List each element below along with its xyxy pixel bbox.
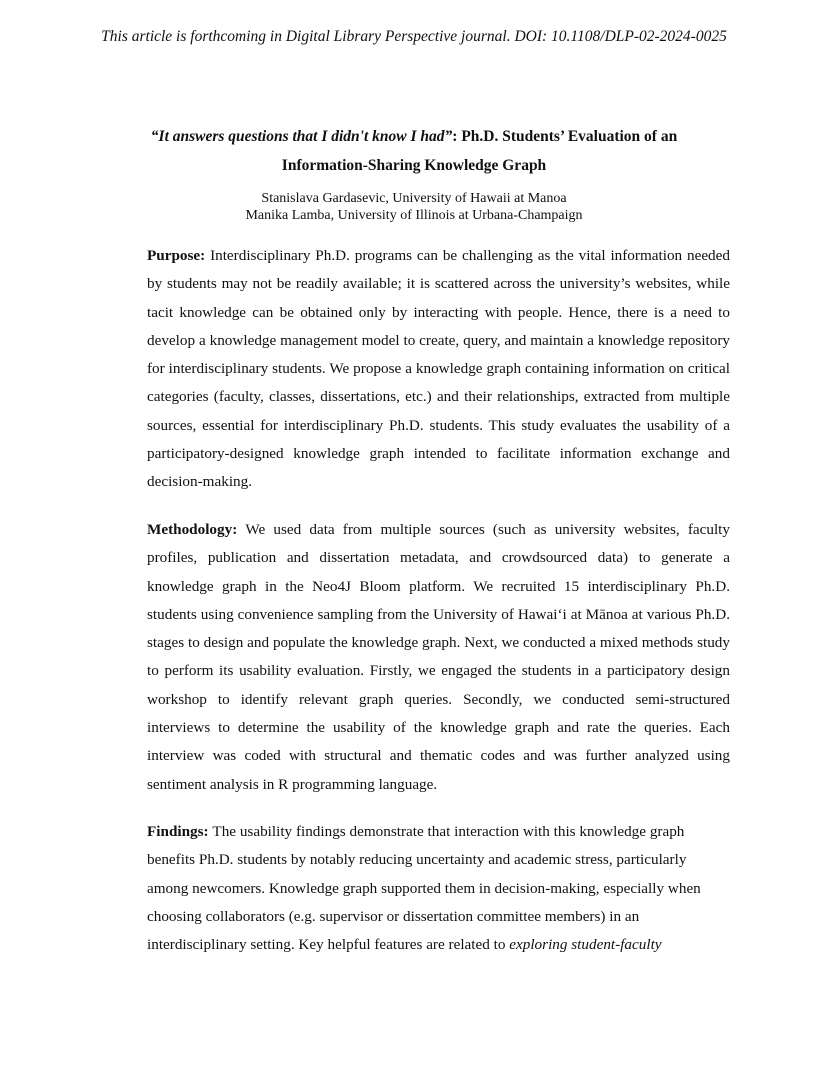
findings-section [147,818,730,959]
title-line-2: Information-Sharing Knowledge Graph [281,157,547,174]
findings-emphasis: exploring student-faculty [509,936,662,954]
title-rest: : Ph.D. Students’ Evaluation of an [452,128,678,145]
purpose-section [147,242,730,497]
author-1: Stanislava Gardasevic, University of Hawaii at Manoa [261,191,567,206]
findings-heading: Findings: [147,823,213,840]
methodology-text: We used data from multiple sources (such as university websites, faculty profiles, publication and dissertation metadata, and crowdsourced data) to generate a knowledge graph in the Neo4J Bloom platform. We recruited 15 interdisciplinary Ph.D. students using convenience sampling from the University of Hawaiʻi at Mānoa at various Ph.D. stages to design and populate the knowledge graph. Next, we conducted a mixed methods study to perform its usability evaluation. Firstly, we engaged the students in a participatory design workshop to identify relevant graph queries. Secondly, we conducted semi-structured interviews to determine the usability of the knowledge graph and rate the queries. Each interview was coded with structural and thematic codes and was further analyzed using sentiment analysis in R programming language. [147,521,730,793]
paper-title [100,122,728,180]
title-line-1 [100,122,728,151]
title-quote: “It answers questions that I didn't know I had” [150,128,453,145]
purpose-heading: Purpose: [147,247,211,264]
purpose-text: Interdisciplinary Ph.D. programs can be challenging as the vital information needed by students may not be readily available; it is scattered across the university’s websites, while tacit knowledge can be obtained only by interacting with people. Hence, there is a need to develop a knowledge management model to create, query, and maintain a knowledge repository for interdisciplinary students. We propose a knowledge graph containing information on critical categories (faculty, classes, dissertations, etc.) and their relationships, extracted from multiple sources, essential for interdisciplinary Ph.D. students. This study evaluates the usability of a participatory-designed knowledge graph intended to facilitate information exchange and decision-making. [147,247,730,491]
journal-note: This article is forthcoming in Digital Library Perspective journal. DOI: 10.1108/DLP-02-2024-0025 [101,28,727,45]
author-list [100,190,728,224]
methodology-heading: Methodology: [147,521,246,538]
findings-text: The usability findings demonstrate that interaction with this knowledge graph benefits Ph.D. students by notably reducing uncertainty and academic stress, particularly among newcomers. Knowledge graph supported them in decision-making, especially when choosing collaborators (e.g. supervisor or dissertation committee members) in an interdisciplinary setting. Key helpful features are related to [147,823,701,954]
methodology-section [147,516,730,799]
author-2: Manika Lamba, University of Illinois at Urbana-Champaign [245,208,583,223]
